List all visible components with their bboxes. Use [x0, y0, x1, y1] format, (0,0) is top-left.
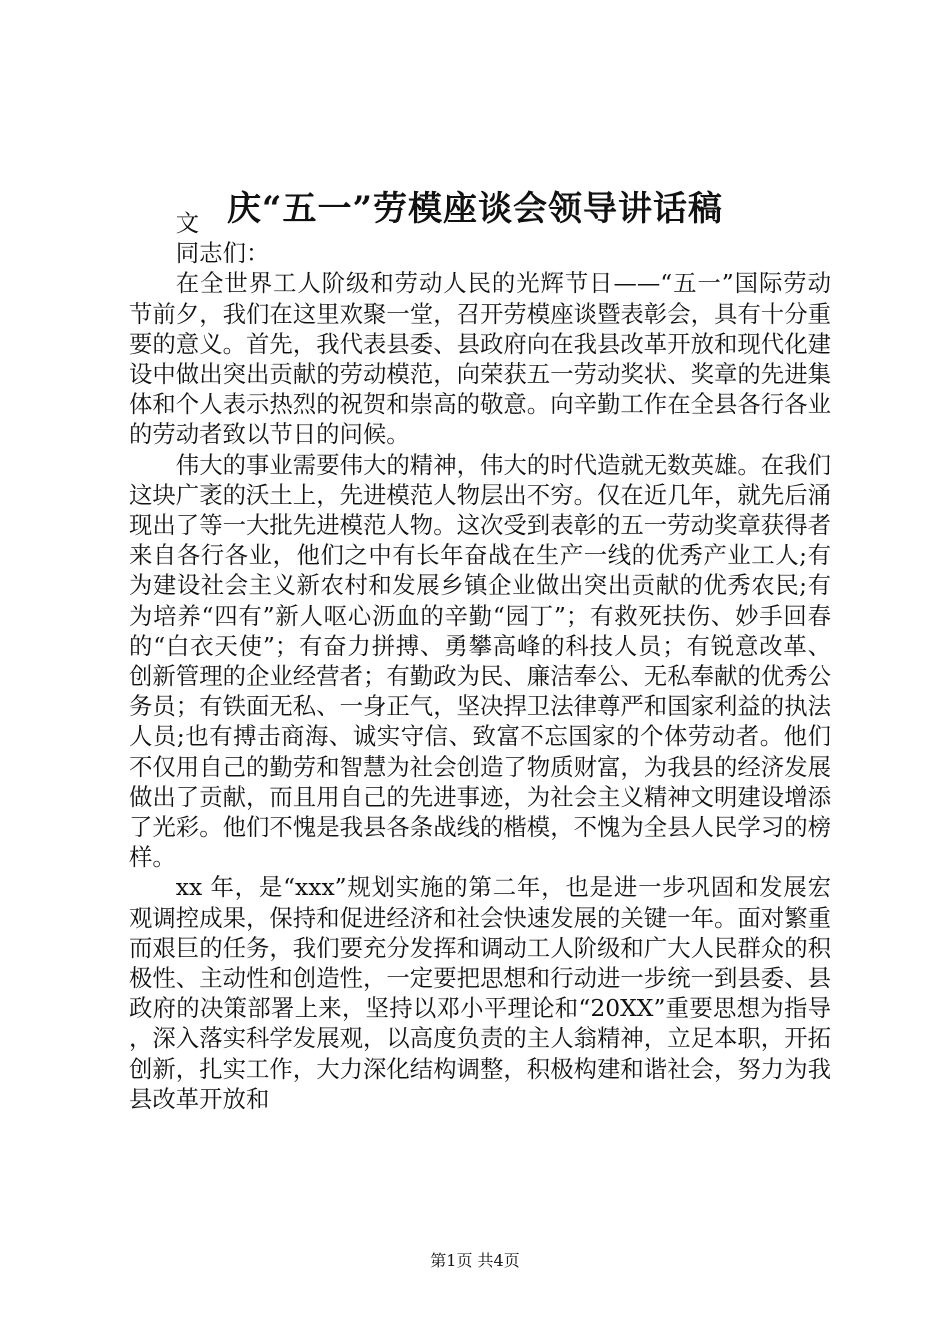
page-footer: 第1页 共4页 — [430, 1251, 520, 1270]
document-body — [129, 208, 831, 1114]
paragraph-2: 伟大的事业需要伟大的精神，伟大的时代造就无数英雄。在我们这块广袤的沃土上，先进模范人物层出不穷。仅在近几年，就先后涌现出了等一大批先进模范人物。这次受到表彰的五一劳动奖章获得者来自各行各业，他们之中有长年奋战在生产一线的优秀产业工人;有为建设社会主义新农村和发展乡镇企业做出突出贡献的优秀农民;有为培养“四有”新人呕心沥血的辛勤“园丁”；有救死扶伤、妙手回春的“白衣天使”；有奋力拼搏、勇攀高峰的科技人员；有锐意改革、创新管理的企业经营者；有勤政为民、廉洁奉公、无私奉献的优秀公务员；有铁面无私、一身正气，坚决捍卫法律尊严和国家利益的执法人员;也有搏击商海、诚实守信、致富不忘国家的个体劳动者。他们不仅用自己的勤劳和智慧为社会创造了物质财富，为我县的经济发展做出了贡献，而且用自己的先进事迹，为社会主义精神文明建设增添了光彩。他们不愧是我县各条战线的楷模，不愧为全县人民学习的榜样。 — [129, 450, 831, 872]
salutation: 同志们： — [175, 239, 270, 268]
paragraph-1: 在全世界工人阶级和劳动人民的光辉节日——“五一”国际劳动节前夕，我们在这里欢聚一堂，召开劳模座谈暨表彰会，具有十分重要的意义。首先，我代表县委、县政府向在我县改革开放和现代化建设中做出突出贡献的劳动模范，向荣获五一劳动奖状、奖章的先进集体和个人表示热烈的祝贺和崇高的敬意。向辛勤工作在全县各行各业的劳动者致以节日的问候。 — [129, 269, 831, 449]
byline: 文 — [175, 209, 200, 237]
paragraph-3: xx 年，是“xxx”规划实施的第二年，也是进一步巩固和发展宏观调控成果，保持和促进经济和社会快速发展的关键一年。面对繁重而艰巨的任务，我们要充分发挥和调动工人阶级和广大人民群众的积极性、主动性和创造性，一定要把思想和行动进一步统一到县委、县政府的决策部署上来，坚持以邓小平理论和“20XX”重要思想为指导，深入落实科学发展观，以高度负责的主人翁精神，立足本职，开拓创新，扎实工作，大力深化结构调整，积极构建和谐社会，努力为我县改革开放和 — [129, 873, 831, 1113]
document-title: 庆“五一”劳模座谈会领导讲话稿 — [226, 189, 724, 229]
